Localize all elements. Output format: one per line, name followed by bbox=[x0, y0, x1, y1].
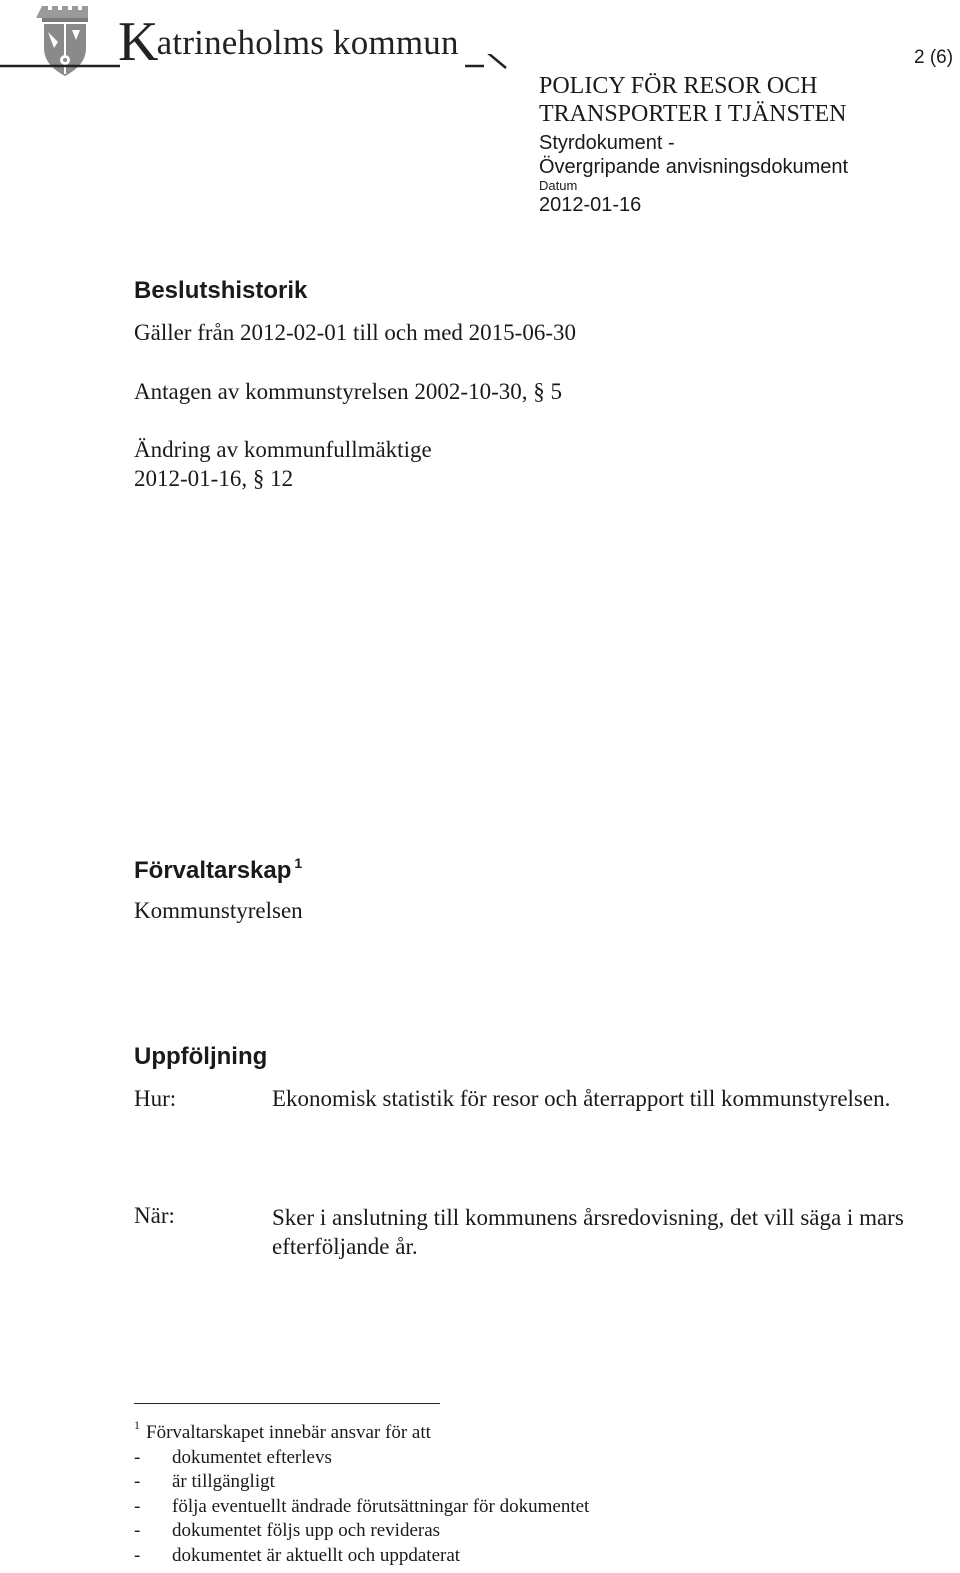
section-heading-beslutshistorik: Beslutshistorik bbox=[134, 277, 308, 304]
list-dash: - bbox=[134, 1446, 141, 1468]
document-type-line-2: Övergripande anvisningsdokument bbox=[539, 156, 849, 178]
document-title-line-1: POLICY FÖR RESOR OCH bbox=[539, 73, 818, 99]
page-number: 2 (6) bbox=[914, 47, 954, 68]
when-value: Sker i anslutning till kommunens årsredovisning, det vill säga i mars efterföljande år. bbox=[272, 1205, 904, 1259]
date-label: Datum bbox=[539, 178, 578, 193]
section-heading-forvaltarskap bbox=[134, 855, 302, 885]
header-rule bbox=[0, 54, 520, 74]
list-item-text: dokumentet efterlevs bbox=[172, 1446, 332, 1468]
footnote-list-item bbox=[134, 1470, 589, 1495]
validity-period: Gäller från 2012-02-01 till och med 2015-06-30 bbox=[134, 320, 576, 345]
list-dash: - bbox=[134, 1520, 141, 1541]
list-item-text: är tillgängligt bbox=[172, 1471, 275, 1492]
how-value: Ekonomisk statistik för resor och återrapport till kommunstyrelsen. bbox=[272, 1086, 891, 1111]
amendment-record-line-2: 2012-01-16, § 12 bbox=[134, 466, 294, 491]
footnote-reference: 1 bbox=[294, 855, 303, 871]
footnote-mark: 1 bbox=[134, 1418, 140, 1432]
footnote bbox=[134, 1413, 589, 1568]
date-value: 2012-01-16 bbox=[539, 194, 642, 216]
organization-name-rest: atrineholms kommun bbox=[156, 23, 459, 62]
adoption-record: Antagen av kommunstyrelsen 2002-10-30, § 5 bbox=[134, 379, 562, 404]
how-label: Hur: bbox=[134, 1086, 177, 1111]
organization-name-initial: K bbox=[118, 11, 159, 73]
footnote-separator bbox=[134, 1403, 440, 1404]
document-type-line-1: Styrdokument - bbox=[539, 132, 675, 154]
list-dash: - bbox=[134, 1495, 141, 1517]
document-title bbox=[539, 72, 846, 128]
footnote-list-item bbox=[134, 1495, 589, 1520]
footnote-list-item bbox=[134, 1544, 589, 1569]
document-title-line-2: TRANSPORTER I TJÄNSTEN bbox=[539, 101, 847, 127]
list-item-text: dokumentet är aktuellt och uppdaterat bbox=[172, 1544, 461, 1566]
forvaltarskap-owner: Kommunstyrelsen bbox=[134, 898, 303, 923]
footnote-intro-text: Förvaltarskapet innebär ansvar för att bbox=[146, 1422, 431, 1443]
amendment-record-line-1: Ändring av kommunfullmäktige bbox=[134, 437, 432, 462]
footnote-intro bbox=[134, 1413, 589, 1446]
list-item-text: följa eventuellt ändrade förutsättningar för dokumentet bbox=[172, 1495, 590, 1517]
forvaltarskap-heading-text: Förvaltarskap bbox=[134, 857, 292, 884]
list-dash: - bbox=[134, 1544, 141, 1566]
footnote-list-item bbox=[134, 1519, 589, 1544]
section-heading-uppfoljning: Uppföljning bbox=[134, 1043, 268, 1070]
list-item-text: dokumentet följs upp och revideras bbox=[172, 1520, 441, 1541]
when-label: När: bbox=[134, 1203, 175, 1228]
footnote-list-item bbox=[134, 1446, 589, 1471]
document-type bbox=[539, 131, 848, 179]
list-dash: - bbox=[134, 1471, 141, 1492]
